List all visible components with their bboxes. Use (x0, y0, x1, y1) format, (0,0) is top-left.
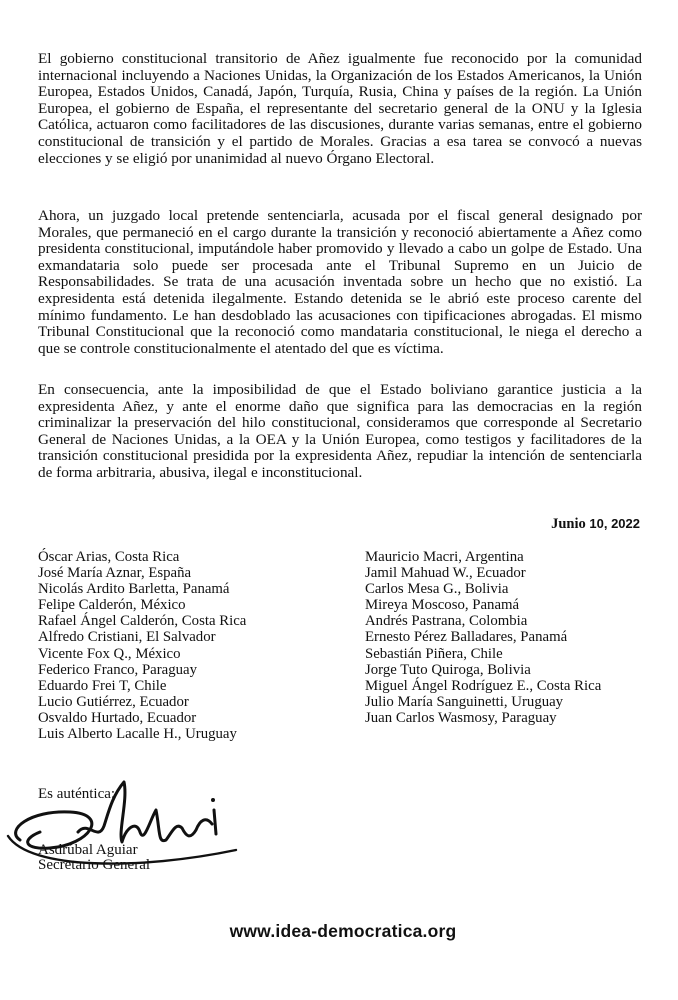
signatory-entry: Vicente Fox Q., México (38, 645, 181, 662)
signer-title: Secretario General (38, 857, 151, 873)
signatory-entry: Andrés Pastrana, Colombia (365, 613, 528, 630)
website-link[interactable]: www.idea-democratica.org (229, 921, 457, 941)
signatory-entry: Federico Franco, Paraguay (38, 661, 198, 678)
signatory-entry: Mauricio Macri, Argentina (365, 549, 524, 565)
signatory-entry: Lucio Gutiérrez, Ecuador (38, 693, 189, 710)
date-month: Junio (551, 516, 586, 532)
signer-name: Asdrúbal Aguiar (38, 842, 138, 858)
letter-date (551, 516, 640, 533)
signatory-entry: Luis Alberto Lacalle H., Uruguay (38, 726, 237, 743)
signatory-entry: José María Aznar, España (38, 565, 192, 582)
signatory-entry: Ernesto Pérez Balladares, Panamá (365, 629, 568, 646)
signatory-entry: Miguel Ángel Rodríguez E., Costa Rica (365, 677, 602, 694)
signatory-entry: Osvaldo Hurtado, Ecuador (38, 709, 197, 726)
signatory-entry: Julio María Sanguinetti, Uruguay (365, 693, 564, 710)
signatories-right-column (365, 549, 601, 726)
date-year: 10, 2022 (589, 516, 640, 531)
paragraph-2: Ahora, un juzgado local pretende sentenciarla, acusada por el fiscal general designado por Morales, que permaneció en el cargo durante la transición y reconoció abiertamente a Añez como presidenta constitucional, imputándole haber promovido y llevado a cabo un golpe de Estado. Una exmandataria solo puede ser procesada ante el Tribunal Supremo en un Juicio de Responsabilidades. Se trata de una acusación inventada sobre un hecho que no existió. La expresidenta está detenida ilegalmente. Estando detenida se le abrió este proceso carente del mínimo fundamento. Le han desdoblado las acusaciones con tipificaciones abrogadas. El mismo Tribunal Constitucional que la reconoció como mandataria constitucional, le niega el derecho a que se controle constitucionalmente el atentado del que es víctima. (38, 207, 642, 357)
signatory-entry: Sebastián Piñera, Chile (365, 645, 503, 662)
signatory-entry: Jorge Tuto Quiroga, Bolivia (365, 661, 531, 678)
signatory-entry: Óscar Arias, Costa Rica (38, 549, 180, 565)
signatory-entry: Jamil Mahuad W., Ecuador (365, 565, 526, 582)
paragraph-3: En consecuencia, ante la imposibilidad de que el Estado boliviano garantice justicia a la expresidenta Añez, y ante el enorme daño que significa para las democracias en la región criminalizar la preservación del hilo constitucional, consideramos que corresponde al Secretario General de Naciones Unidas, a la OEA y la Unión Europea, como testigos y facilitadores de la transición constitucional presidida por la expresidenta Añez, repudiar la intención de sentenciarla de forma arbitraria, abusiva, ilegal e inconstitucional. (38, 381, 642, 481)
authentication-label: Es auténtica: (38, 786, 116, 802)
signatory-entry: Alfredo Cristiani, El Salvador (38, 629, 216, 646)
signatory-entry: Juan Carlos Wasmosy, Paraguay (365, 709, 557, 726)
signatory-entry: Carlos Mesa G., Bolivia (365, 581, 509, 598)
signatory-entry: Eduardo Frei T, Chile (38, 677, 167, 694)
signatory-entry: Rafael Ángel Calderón, Costa Rica (38, 613, 247, 630)
handwritten-signature (0, 770, 260, 880)
paragraph-1: El gobierno constitucional transitorio de Añez igualmente fue reconocido por la comunidad internacional incluyendo a Naciones Unidas, la Organización de los Estados Americanos, la Unión Europea, Estados Unidos, Canadá, Japón, Turquía, Rusia, China y países de la región. La Unión Europea, el gobierno de España, el representante del secretario general de la ONU y la Iglesia Católica, actuaron como facilitadores de las discusiones, durante varias semanas, entre el gobierno constitucional de transición y el partido de Morales. Gracias a esa tarea se convocó a nuevas elecciones y se eligió por unanimidad al nuevo Órgano Electoral. (38, 50, 642, 167)
signatory-entry: Felipe Calderón, México (38, 597, 186, 614)
signatory-entry: Mireya Moscoso, Panamá (365, 597, 520, 614)
signatory-entry: Nicolás Ardito Barletta, Panamá (38, 581, 230, 598)
signatories-left-column (38, 549, 246, 742)
